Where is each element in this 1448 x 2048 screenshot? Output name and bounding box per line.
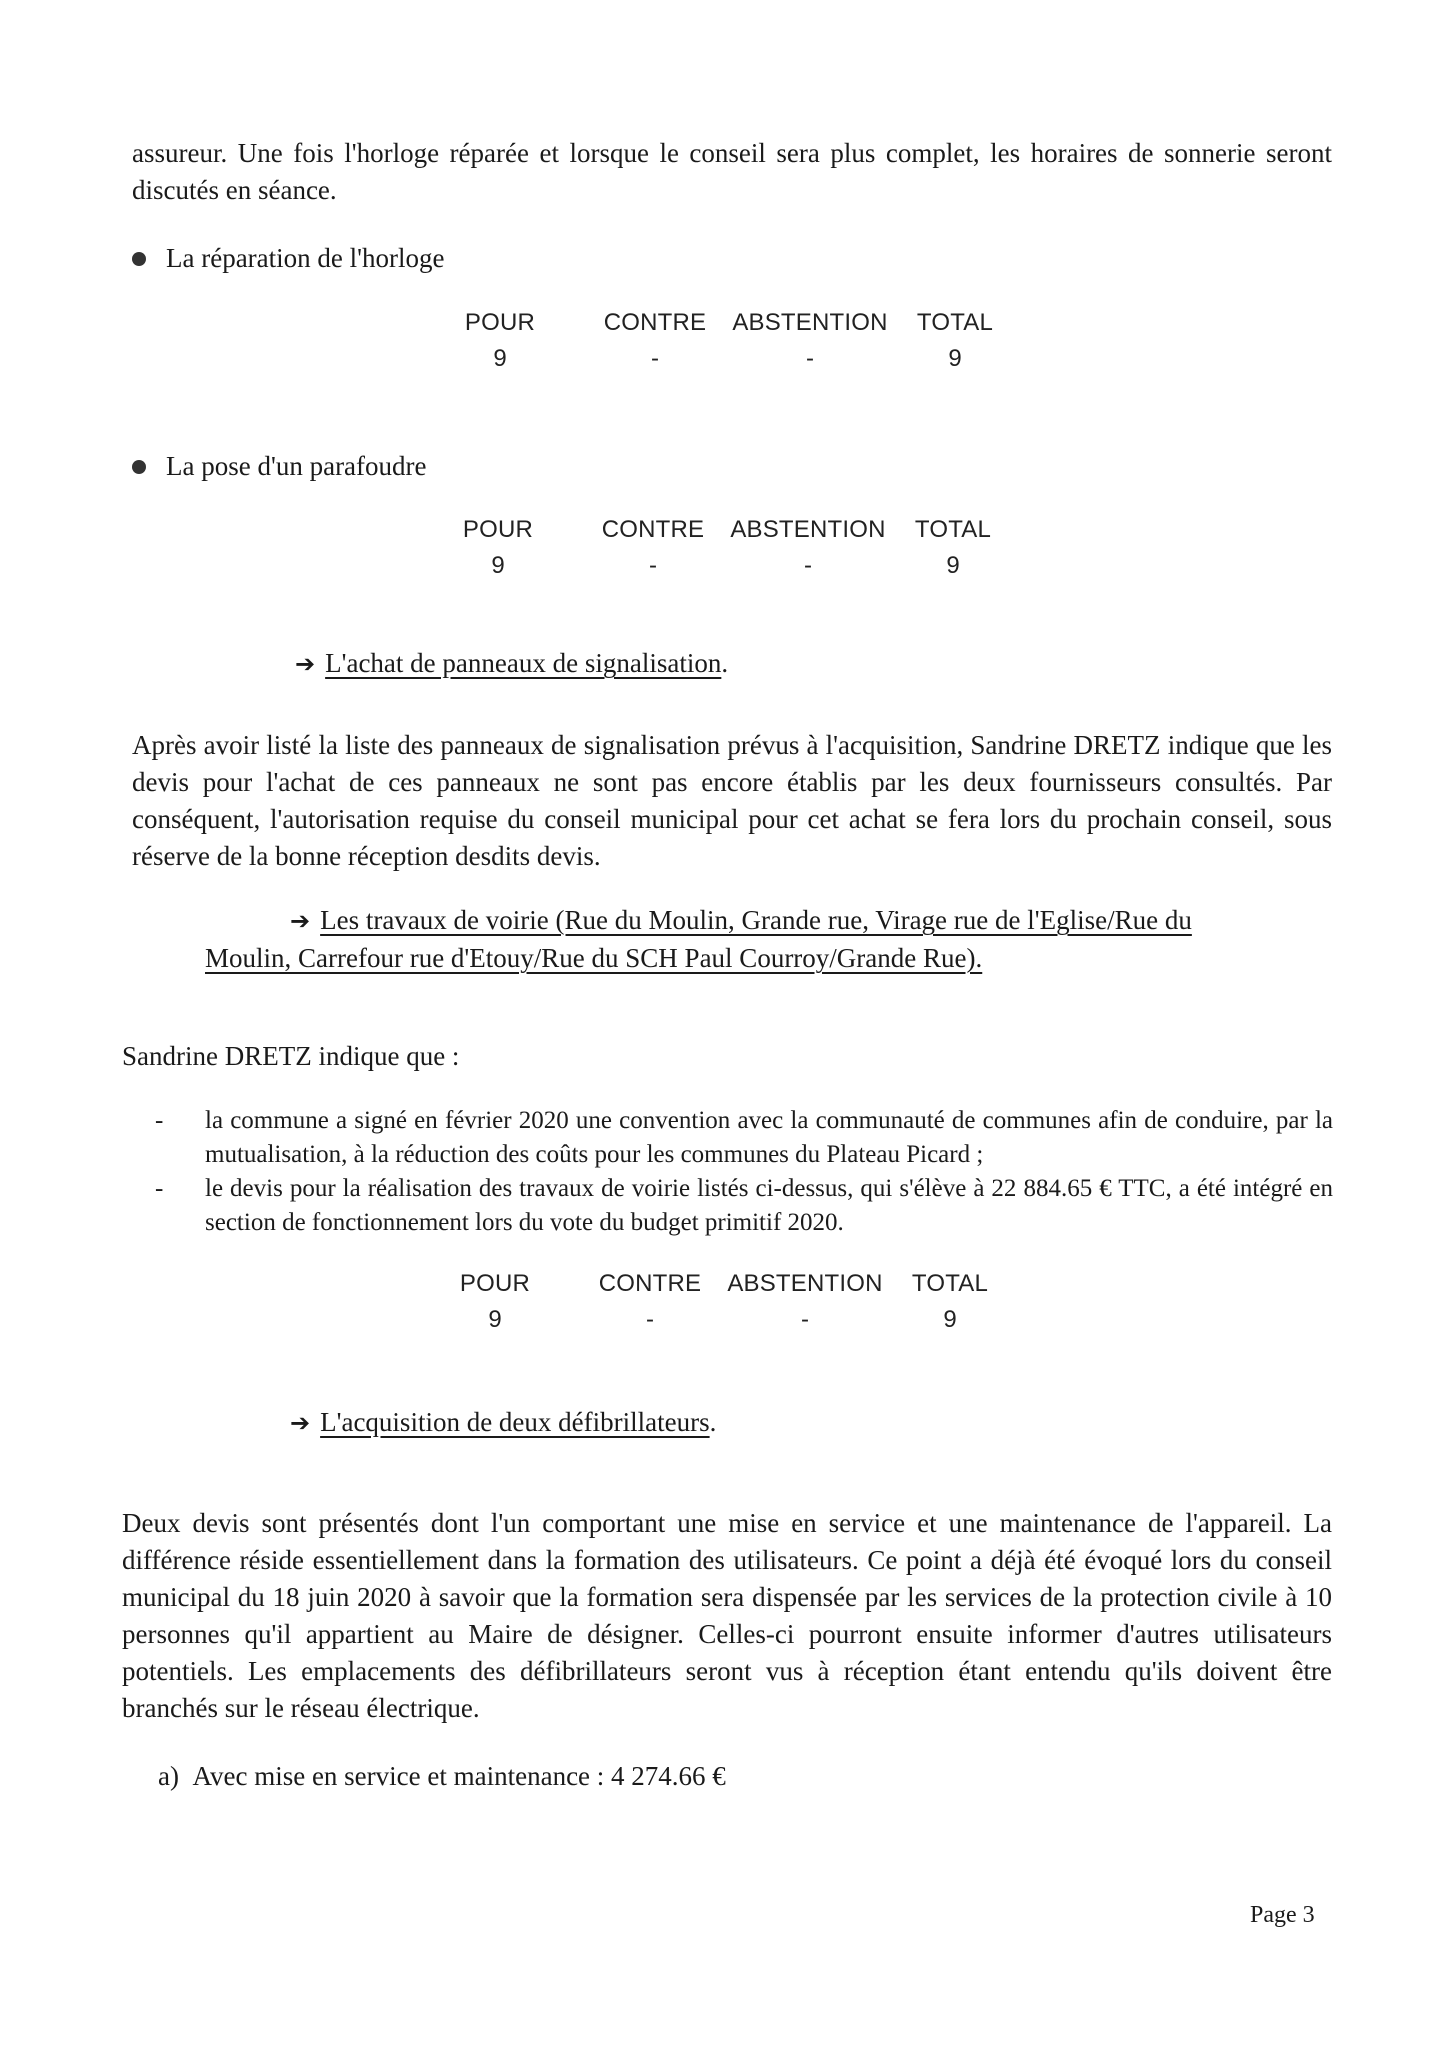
vote-header-total: TOTAL (916, 309, 994, 336)
intro-paragraph: assureur. Une fois l'horloge réparée et lorsque le conseil sera plus complet, les horaires de sonnerie seront discutés en séance. (132, 138, 1332, 205)
vote-value-abstention: - (801, 1306, 809, 1333)
vote-table (445, 309, 1025, 381)
vote-value-total: 9 (948, 345, 962, 372)
vote-header-abstention: ABSTENTION (727, 1270, 883, 1297)
heading-text-line2: Moulin, Carrefour rue d'Etouy/Rue du SCH Paul Courroy/Grande Rue). (205, 943, 983, 973)
page-number: Page 3 (1250, 1902, 1315, 1928)
heading-tail: . (709, 1407, 717, 1437)
vote-value-contre: - (646, 1306, 654, 1333)
bullet-dot-icon (132, 460, 146, 474)
heading-text: L'acquisition de deux défibrillateurs (320, 1407, 710, 1437)
heading-text: L'achat de panneaux de signalisation (325, 648, 722, 678)
section-heading-defibrillateurs (290, 1404, 716, 1442)
section-heading-voirie (290, 902, 1192, 940)
vote-header-total: TOTAL (914, 516, 992, 543)
vote-header-pour: POUR (462, 516, 534, 543)
list-item (155, 1104, 1333, 1172)
option-a (158, 1758, 726, 1795)
arrow-right-icon: ➔ (290, 1409, 311, 1437)
vote-header-abstention: ABSTENTION (730, 516, 886, 543)
dash-bullet: - (155, 1107, 164, 1134)
vote-value-pour: 9 (491, 552, 505, 579)
bullet-item (132, 240, 445, 277)
vote-header-contre: CONTRE (601, 516, 705, 543)
list-item-text: la commune a signé en février 2020 une convention avec la communauté de communes afin de conduire, par la mutualisation, à la réduction des coûts pour les communes du Plateau Picard ; (205, 1107, 1333, 1168)
heading-text-line1: Les travaux de voirie (Rue du Moulin, Grande rue, Virage rue de l'Eglise/Rue du (320, 905, 1192, 935)
vote-value-pour: 9 (493, 345, 507, 372)
paragraph-panneaux: Après avoir listé la liste des panneaux de signalisation prévus à l'acquisition, Sandrine DRETZ indique que les devis pour l'achat de ces panneaux ne sont pas encore établis par les deux fournisseurs consultés. Par conséquent, l'autorisation requise du conseil municipal pour cet achat se fera lors du prochain conseil, sous réserve de la bonne réception desdits devis. (132, 730, 1332, 871)
vote-header-total: TOTAL (911, 1270, 989, 1297)
section-heading-panneaux (295, 645, 728, 683)
vote-header-contre: CONTRE (603, 309, 707, 336)
vote-table (443, 516, 1023, 588)
paragraph-defibrillateurs: Deux devis sont présentés dont l'un comportant une mise en service et une maintenance de l'appareil. La différence réside essentiellement dans la formation des utilisateurs. Ce point a déjà été évoqué lors du conseil municipal du 18 juin 2020 à savoir que la formation sera dispensée par les services de la protection civile à 10 personnes qu'il appartient au Maire de désigner. Celles-ci pourront ensuite informer d'autres utilisateurs potentiels. Les emplacements des défibrillateurs seront vus à réception étant entendu qu'ils doivent être branchés sur le réseau électrique. (122, 1508, 1332, 1723)
vote-table (440, 1270, 1020, 1342)
voirie-list (155, 1104, 1333, 1240)
bullet-label: La réparation de l'horloge (166, 243, 445, 273)
bullet-dot-icon (132, 252, 146, 266)
vote-value-total: 9 (943, 1306, 957, 1333)
voirie-intro: Sandrine DRETZ indique que : (122, 1041, 460, 1071)
vote-header-abstention: ABSTENTION (732, 309, 888, 336)
vote-value-abstention: - (804, 552, 812, 579)
option-a-label: a) (158, 1761, 179, 1791)
vote-header-contre: CONTRE (598, 1270, 702, 1297)
option-a-text: Avec mise en service et maintenance : 4 274.66 € (192, 1761, 726, 1791)
arrow-right-icon: ➔ (290, 907, 311, 935)
vote-header-pour: POUR (464, 309, 536, 336)
heading-tail: . (721, 648, 729, 678)
vote-value-abstention: - (806, 345, 814, 372)
list-item (155, 1172, 1333, 1240)
bullet-item (132, 448, 427, 485)
dash-bullet: - (155, 1175, 164, 1202)
vote-value-contre: - (649, 552, 657, 579)
section-heading-voirie-line2 (205, 940, 982, 977)
bullet-label: La pose d'un parafoudre (166, 451, 427, 481)
arrow-right-icon: ➔ (295, 650, 316, 678)
vote-value-total: 9 (946, 552, 960, 579)
vote-header-pour: POUR (459, 1270, 531, 1297)
vote-value-pour: 9 (488, 1306, 502, 1333)
vote-value-contre: - (651, 345, 659, 372)
list-item-text: le devis pour la réalisation des travaux de voirie listés ci-dessus, qui s'élève à 22 884.65 € TTC, a été intégré en section de fonctionnement lors du vote du budget primitif 2020. (205, 1175, 1333, 1236)
